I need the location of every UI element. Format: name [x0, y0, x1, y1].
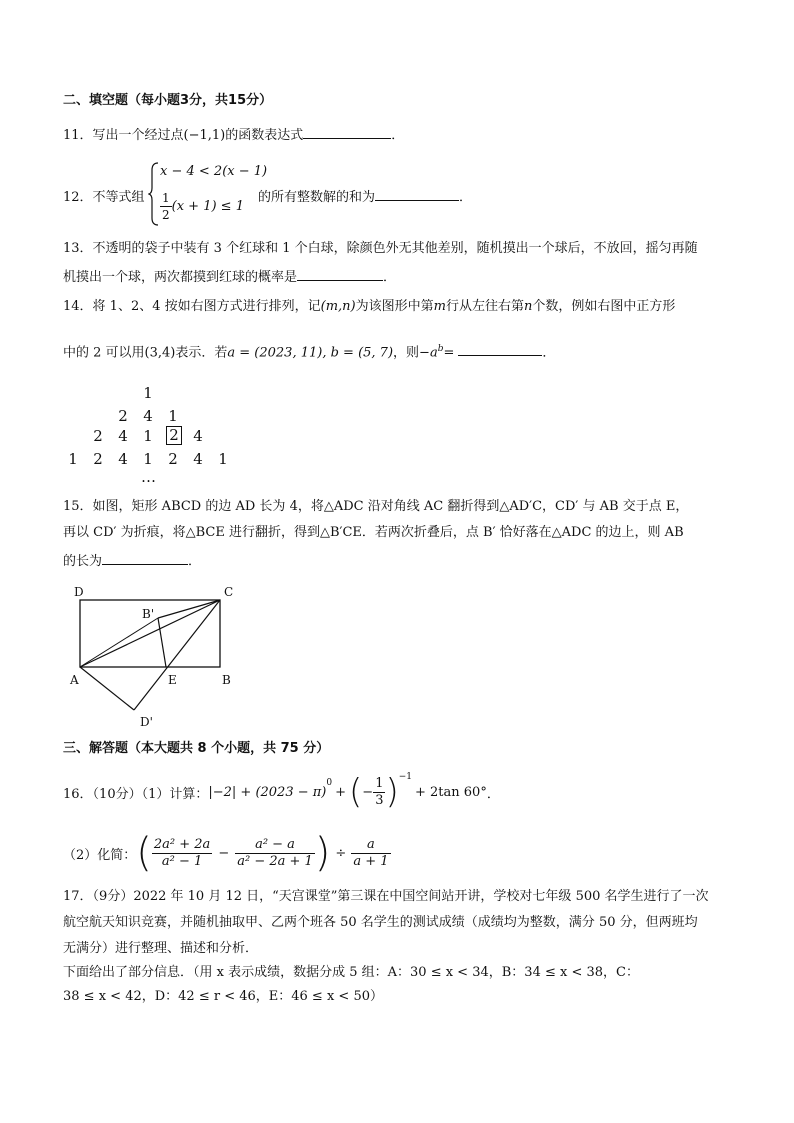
q14-line-2 [63, 340, 555, 362]
q16-part2-lead: （2）化简： [63, 847, 137, 863]
q14-line1a: 14．将 1、2、4 按如右图方式进行排列，记 [63, 299, 321, 314]
q16-part-2 [63, 830, 391, 876]
tri-r4-c5: 2 [168, 450, 178, 468]
q12-frac-den: 2 [162, 208, 170, 222]
label-d: D [74, 585, 84, 599]
q12-tail-group [258, 186, 472, 205]
q15-line-3: 的长为 [63, 554, 103, 569]
q14-exp: b [437, 344, 444, 354]
q16-part1-exp: −1 [398, 772, 413, 782]
q13-answer-blank[interactable] [297, 266, 383, 281]
tri-r3-c4-boxed: 2 [166, 426, 182, 445]
q16-part1-lead: 16．（10分）（1）计算： [63, 786, 209, 802]
q16-part-1 [63, 772, 500, 812]
q15-line-2: 再以 CD′ 为折痕，将△BCE 进行翻折，得到△B′CE．若两次折叠后，点 B′ 恰好落在△ADC 的边上，则 AB [63, 525, 684, 540]
q14-line1b: 为该图形中第 [355, 299, 434, 314]
tri-dots: … [141, 468, 156, 486]
tri-r4-c1: 1 [68, 450, 78, 468]
section-title-fill-in: 二、填空题（每小题3分，共15分） [63, 93, 273, 108]
q13-line-2: 机摸出一个球，两次都摸到红球的概率是 [63, 270, 298, 285]
q15-line-1: 15．如图，矩形 ABCD 的边 AD 长为 4，将△ADC 沿对角线 AC 翻折得到△AD′C，CD′ 与 AB 交于点 E， [63, 499, 689, 514]
q12-end: ． [459, 190, 473, 205]
label-b-prime: B' [142, 607, 155, 621]
q17-line-2: 航空航天知识竞赛，并随机抽取甲、乙两个班各 50 名学生的测试成绩（成绩均为整数，满分 50 分，但两班均 [63, 915, 698, 930]
q16-neg: − [362, 784, 374, 800]
q16-f2-den: a² − 2a + 1 [237, 853, 313, 869]
label-d-prime: D' [140, 715, 153, 729]
q14-example: (3,4) [144, 345, 176, 361]
segment-ad1 [80, 667, 134, 710]
tri-r4-c6: 4 [193, 450, 203, 468]
q13-line-2-group [63, 266, 396, 287]
q15-line-3-group [63, 550, 201, 571]
tri-r2-c2: 4 [143, 407, 153, 425]
label-c: C [224, 585, 234, 599]
q14-n: n [523, 299, 533, 314]
q15-answer-blank[interactable] [102, 550, 188, 565]
q16-div: ÷ [335, 845, 347, 861]
q14-line1d: 个数，例如右图中正方形 [532, 299, 676, 314]
q16-f2-num: a² − a [235, 837, 315, 854]
q12-inequality-2 [160, 190, 244, 223]
q14-eq: = [443, 345, 455, 361]
q12-answer-blank[interactable] [375, 186, 459, 201]
tri-r4-c7: 1 [218, 450, 228, 468]
q13-line-1: 13．不透明的袋子中装有 3 个红球和 1 个白球，除颜色外无其他差别，随机摸出一个球后，不放回，摇匀再随 [63, 241, 698, 256]
q16-f1-den: a² − 1 [161, 853, 203, 869]
q14-cond: a = (2023, 11), b = (5, 7) [227, 345, 394, 361]
q12-tail: 的所有整数解的和为 [258, 190, 376, 205]
brace-icon [148, 162, 160, 226]
q16-frac-num: 1 [375, 775, 384, 791]
left-paren-icon: ( [349, 772, 363, 812]
q16-minus: − [218, 845, 230, 861]
label-b: B [222, 673, 231, 687]
tri-r4-c3: 4 [118, 450, 128, 468]
q16-part1-tail: + 2tan 60° [415, 784, 487, 800]
q14-m: m [433, 299, 446, 314]
tri-r2-c1: 2 [118, 407, 128, 425]
q16-f1-num: 2a² + 2a [153, 836, 211, 852]
q16-frac-den: 3 [375, 792, 384, 808]
q14-line2b: 表示．若 [175, 345, 228, 361]
segment-ab1 [80, 618, 158, 667]
q11-tail: 的函数表达式 [225, 128, 304, 143]
q11-point: (−1,1) [183, 128, 226, 143]
q11-answer-blank[interactable] [303, 124, 391, 139]
tri-r4-c4: 1 [143, 450, 153, 468]
q11-text: 11．写出一个经过点 [63, 128, 184, 143]
tri-r1-c1: 1 [143, 384, 153, 402]
q12-brace [148, 162, 160, 230]
q11-end: ． [391, 128, 405, 143]
q15-end: ． [188, 554, 202, 569]
q14-pair: (m,n) [320, 299, 356, 314]
tri-r3-c2: 4 [118, 427, 128, 445]
q17-line-1: 17．（9分）2022 年 10 月 12 日，“天宫课堂”第三课在中国空间站开讲，学校对七年级 500 名学生进行了一次 [63, 889, 709, 904]
q14-expr: −a [419, 345, 438, 361]
q16-part1-a: |−2| + (2023 − π) [208, 784, 327, 800]
q14-line-1 [63, 298, 675, 316]
q16-f3-num: a [351, 837, 390, 854]
q17-line-4: 下面给出了部分信息．（用 x 表示成绩，数据分成 5 组：A：30 ≤ x < 34，B：34 ≤ x < 38，C： [63, 965, 639, 980]
tri-r2-c3: 1 [168, 407, 178, 425]
q15-rectangle-figure [60, 580, 250, 730]
section-title-solutions: 三、解答题（本大题共 8 个小题，共 75 分） [63, 741, 330, 756]
label-e: E [168, 673, 177, 687]
q16-part1-plus: + [335, 784, 347, 800]
q17-line-5: 38 ≤ x < 42，D：42 ≤ r < 46，E：46 ≤ x < 50） [63, 989, 383, 1004]
q14-answer-blank[interactable] [458, 341, 542, 356]
q12-ineq2-rest: (x + 1) ≤ 1 [171, 199, 244, 214]
q14-end: ． [542, 345, 556, 361]
label-a: A [70, 673, 79, 687]
q17-line-3: 无满分）进行整理、描述和分析． [63, 941, 259, 956]
segment-b1e [158, 618, 166, 667]
q16-end: ． [486, 786, 500, 802]
left-paren-icon: ( [136, 830, 152, 876]
q16-part1-a-exp: 0 [326, 778, 333, 788]
tri-r3-c5: 4 [193, 427, 203, 445]
q12-frac-num: 1 [162, 191, 170, 205]
q12-inequality-1: x − 4 < 2(x − 1) [160, 164, 268, 179]
q14-line1c: 行从左往右第 [445, 299, 524, 314]
tri-r4-c2: 2 [93, 450, 103, 468]
q13-end: ． [383, 270, 397, 285]
q12-lead: 12．不等式组 [63, 190, 145, 205]
tri-r3-c1: 2 [93, 427, 103, 445]
tri-r3-c3: 1 [143, 427, 153, 445]
q14-line2c: ，则 [393, 345, 420, 361]
q16-f3-den: a + 1 [353, 853, 389, 869]
question-11 [63, 124, 404, 145]
q14-line2a: 中的 2 可以用 [63, 345, 145, 361]
right-paren-icon: ) [314, 830, 331, 876]
right-paren-icon: ) [385, 772, 399, 812]
